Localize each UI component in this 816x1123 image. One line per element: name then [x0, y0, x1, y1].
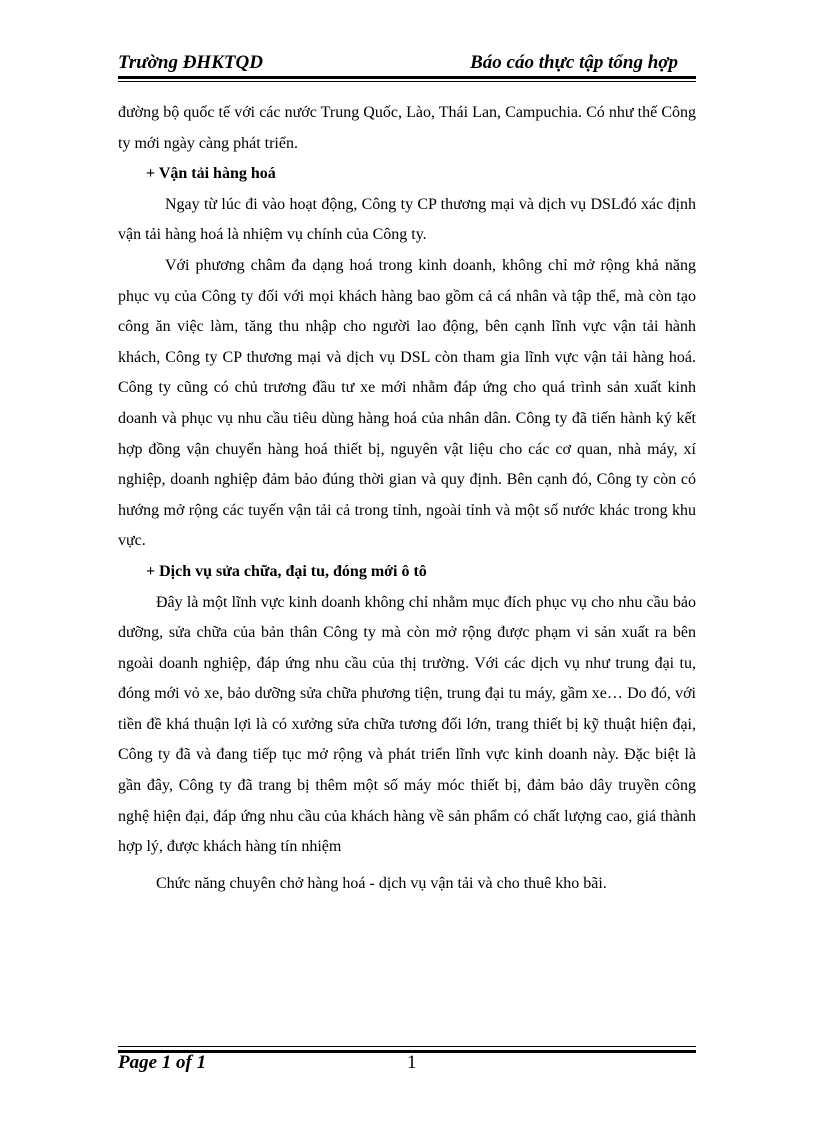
header-rule-thick: [118, 76, 696, 79]
header-school-name: Trường ĐHKTQD: [118, 52, 263, 73]
document-body: [118, 98, 696, 899]
heading-freight-transport: + Vận tải hàng hoá: [146, 165, 276, 183]
paragraph-intro-continuation: đường bộ quốc tế với các nước Trung Quốc, Lào, Thái Lan, Campuchia. Có như thế Công ty mới ngày càng phát triển.: [118, 104, 696, 152]
page-footer: [118, 1046, 696, 1086]
heading-repair-services: + Dịch vụ sửa chữa, đại tu, đóng mới ô tô: [146, 562, 427, 580]
paragraph-repair-details: Đây là một lĩnh vực kinh doanh không chỉ nhằm mục đích phục vụ cho nhu cầu bảo dưỡng, sửa chữa của bản thân Công ty mà còn mở rộng được phạm vi sản xuất ra bên ngoài doanh nghiệp, đáp ứng nhu cầu của thị trường. Với các dịch vụ như trung đại tu, đóng mới vỏ xe, bảo dưỡng sửa chữa phương tiện, trung đại tu máy, gầm xe… Do đó, với tiền đề khá thuận lợi là có xưởng sửa chữa tương đối lớn, trang thiết bị kỹ thuật hiện đại, Công ty đã và đang tiếp tục mở rộng và phát triển lĩnh vực kinh doanh này. Đặc biệt là gần đây, Công ty đã trang bị thêm một số máy móc thiết bị, đảm bảo dây truyền công nghệ hiện đại, đáp ứng nhu cầu của khách hàng về sản phẩm có chất lượng cao, giá thành hợp lý, được khách hàng tín nhiệm: [118, 593, 696, 856]
header-rule-thin: [118, 81, 696, 82]
paragraph-diversification: Với phương châm đa dạng hoá trong kinh doanh, không chỉ mở rộng khả năng phục vụ của Công ty đối với mọi khách hàng bao gồm cả cá nhân và tập thể, mà còn tạo công ăn việc làm, tăng thu nhập cho người lao động, bên cạnh lĩnh vực vận tải hành khách, Công ty CP thương mại và dịch vụ DSL còn tham gia lĩnh vực vận tải hàng hoá. Công ty cũng có chủ trương đầu tư xe mới nhằm đáp ứng cho quá trình sản xuất kinh doanh và phục vụ nhu cầu tiêu dùng hàng hoá của nhân dân. Công ty đã tiến hành ký kết hợp đồng vận chuyển hàng hoá thiết bị, nguyên vật liệu cho các cơ quan, nhà máy, xí nghiệp, doanh nghiệp đảm bảo đúng thời gian và quy định. Bên cạnh đó, Công ty còn có hướng mở rộng các tuyến vận tải cả trong tỉnh, ngoài tỉnh và một số nước khác trong khu vực.: [118, 256, 696, 550]
header-report-title: Báo cáo thực tập tổng hợp: [470, 52, 678, 73]
paragraph-functions: Chức năng chuyên chở hàng hoá - dịch vụ vận tải và cho thuê kho bãi.: [156, 874, 607, 892]
footer-page-number: 1: [407, 1052, 417, 1073]
footer-page-of: Page 1 of 1: [118, 1052, 207, 1073]
paragraph-freight-main-task: Ngay từ lúc đi vào hoạt động, Công ty CP thương mại và dịch vụ DSLđó xác định vận tải hàng hoá là nhiệm vụ chính của Công ty.: [118, 195, 696, 244]
footer-rule-thin: [118, 1046, 696, 1047]
page-header: [118, 50, 696, 76]
